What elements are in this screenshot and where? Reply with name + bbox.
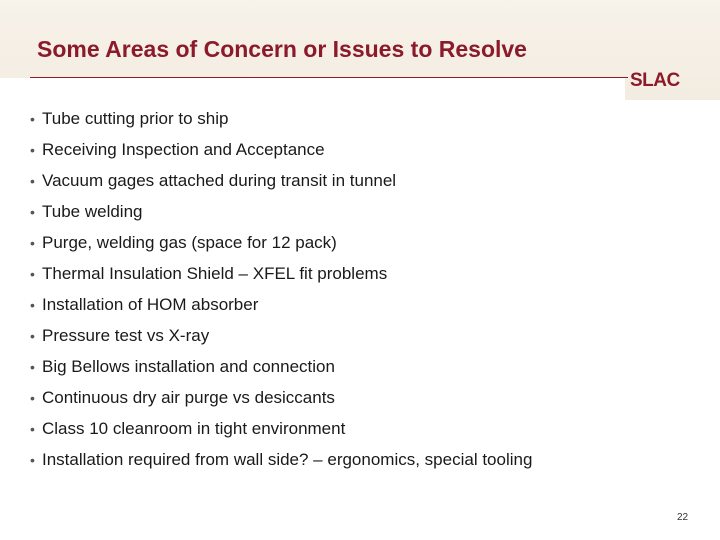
list-item [30,137,532,168]
bullet-icon: • [30,266,35,282]
bullet-text: Big Bellows installation and connection [42,357,335,376]
slac-logo: SLAC [630,70,680,91]
bullet-list [30,106,532,478]
bullet-text: Vacuum gages attached during transit in tunnel [42,171,397,190]
bullet-icon: • [30,297,35,313]
slide-title: Some Areas of Concern or Issues to Resolve [37,36,527,62]
bullet-text: Installation of HOM absorber [42,295,259,314]
list-item [30,416,532,447]
title-divider [30,77,628,78]
page-number: 22 [677,512,689,523]
bullet-icon: • [30,142,35,158]
bullet-icon: • [30,421,35,437]
bullet-text: Thermal Insulation Shield – XFEL fit problems [42,264,388,283]
bullet-text: Class 10 cleanroom in tight environment [42,419,346,438]
list-item [30,354,532,385]
bullet-text: Tube cutting prior to ship [42,109,229,128]
list-item [30,323,532,354]
list-item [30,106,532,137]
bullet-text: Tube welding [42,202,143,221]
bullet-text: Continuous dry air purge vs desiccants [42,388,335,407]
bullet-icon: • [30,359,35,375]
list-item [30,447,532,478]
bullet-text: Purge, welding gas (space for 12 pack) [42,233,337,252]
bullet-text: Installation required from wall side? – ergonomics, special tooling [42,450,533,469]
bullet-icon: • [30,204,35,220]
header-gap [0,78,625,100]
bullet-icon: • [30,390,35,406]
bullet-icon: • [30,173,35,189]
list-item [30,292,532,323]
bullet-icon: • [30,328,35,344]
bullet-text: Receiving Inspection and Acceptance [42,140,325,159]
bullet-text: Pressure test vs X-ray [42,326,210,345]
bullet-icon: • [30,111,35,127]
bullet-icon: • [30,452,35,468]
list-item [30,261,532,292]
list-item [30,168,532,199]
list-item [30,385,532,416]
list-item [30,199,532,230]
bullet-icon: • [30,235,35,251]
list-item [30,230,532,261]
